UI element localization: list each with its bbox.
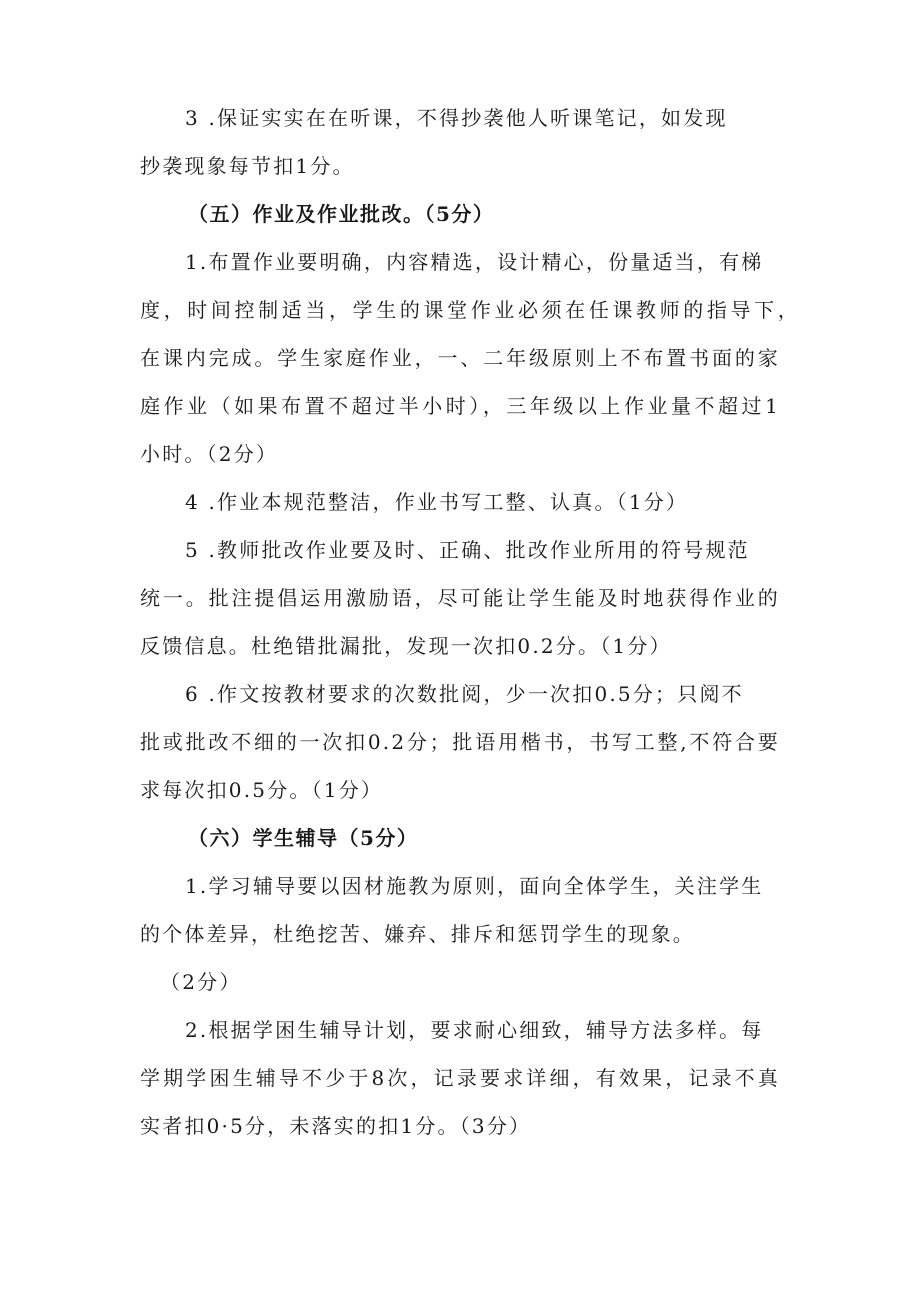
section-heading-5: （五）作业及作业批改。（5分） <box>188 202 495 226</box>
paragraph-3-line-1: 3 .保证实实在在听课，不得抄袭他人听课笔记，如发现 <box>185 106 728 130</box>
paragraph-1-line-4: 庭作业（如果布置不超过半小时），三年级以上作业量不超过1 <box>140 394 780 418</box>
paragraph-5-line-2: 统一。批注提倡运用激励语，尽可能让学生能及时地获得作业的 <box>140 586 780 610</box>
paragraph-8-line-2: 学期学困生辅导不少于8次，记录要求详细，有效果，记录不真 <box>140 1066 780 1090</box>
paragraph-6-line-2: 批或批改不细的一次扣0.2分；批语用楷书，书写工整,不符合要 <box>140 730 780 754</box>
paragraph-4-line-1: 4 .作业本规范整洁，作业书写工整、认真。（1分） <box>185 490 689 514</box>
paragraph-8-line-3: 实者扣0·5分，未落实的扣1分。（3分） <box>140 1114 532 1138</box>
paragraph-3-line-2: 抄袭现象每节扣1分。 <box>140 154 355 178</box>
paragraph-6-line-3: 求每次扣0.5分。（1分） <box>140 778 384 802</box>
paragraph-1-line-1: 1.布置作业要明确，内容精选，设计精心，份量适当，有梯 <box>185 250 764 274</box>
section-heading-6: （六）学生辅导（5分） <box>188 826 419 850</box>
paragraph-5-line-1: 5 .教师批改作业要及时、正确、批改作业所用的符号规范 <box>185 538 750 562</box>
paragraph-6-line-1: 6 .作文按教材要求的次数批阅，少一次扣0.5分；只阅不 <box>185 682 744 706</box>
paragraph-7-line-1: 1.学习辅导要以因材施教为原则，面向全体学生，关注学生 <box>185 874 764 898</box>
paragraph-5-line-3: 反馈信息。杜绝错批漏批，发现一次扣0.2分。（1分） <box>140 634 672 658</box>
paragraph-1-line-5: 小时。（2分） <box>140 442 279 466</box>
paragraph-8-line-1: 2.根据学困生辅导计划，要求耐心细致，辅导方法多样。每 <box>185 1018 764 1042</box>
paragraph-7-line-2: 的个体差异，杜绝挖苦、嫌弃、排斥和惩罚学生的现象。 <box>140 922 695 946</box>
paragraph-1-line-2: 度，时间控制适当，学生的课堂作业必须在任课教师的指导下， <box>140 298 800 322</box>
paragraph-1-line-3: 在课内完成。学生家庭作业，一、二年级原则上不布置书面的家 <box>140 346 780 370</box>
paragraph-7-line-3: （2分） <box>160 970 242 994</box>
